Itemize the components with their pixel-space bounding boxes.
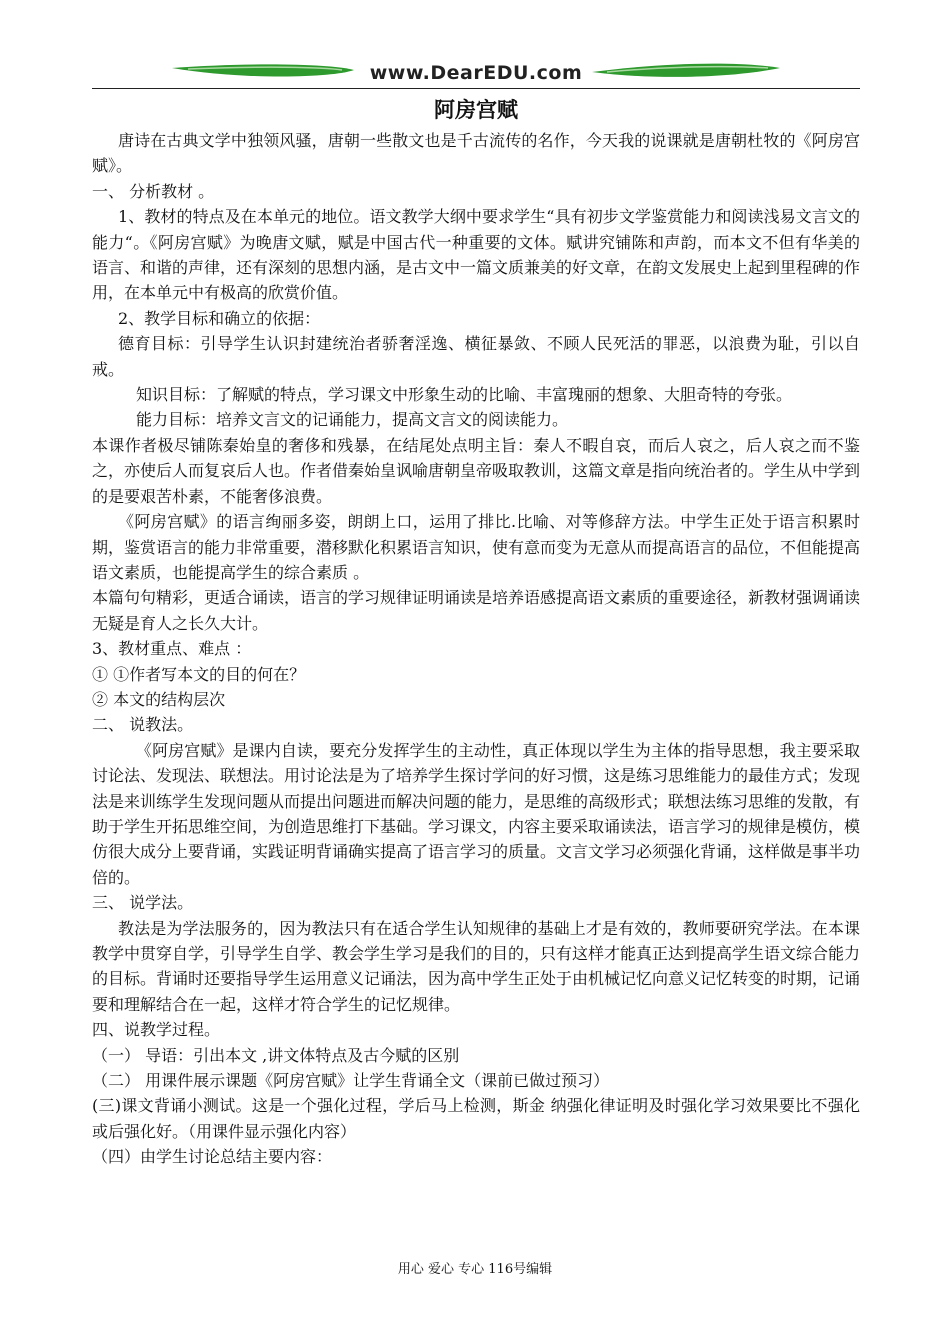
paragraph: 1、教材的特点及在本单元的地位。语文教学大纲中要求学生“具有初步文学鉴赏能力和阅读浅易文言文的能力“。《阿房宫赋》为晚唐文赋，赋是中国古代一种重要的文体。赋讲究铺陈和声韵，而本文不但有华美的语言、和谐的声律，还有深刻的思想内涵，是古文中一篇文质兼美的好文章，在韵文发展史上起到里程碑的作用，在本单元中有极高的欣赏价值。 [92, 207, 861, 303]
paragraph: 四、说教学过程。 [92, 1020, 221, 1040]
paragraph: ① ①作者写本文的目的何在？ [92, 664, 306, 684]
paragraph: (三)课文背诵小测试。这是一个强化过程，学后马上检测，斯金 纳强化律证明及时强化学习效果要比不强化或后强化好。（用课件显示强化内容） [92, 1096, 860, 1141]
document-title: 阿房宫赋 [434, 97, 518, 122]
paragraph: 二、 说教法。 [92, 715, 194, 735]
paragraph: （四）由学生讨论总结主要内容： [92, 1147, 333, 1167]
header-divider [92, 88, 860, 89]
paragraph: 3、教材重点、难点 ： [92, 639, 252, 659]
site-header-banner [92, 58, 860, 90]
paragraph: 唐诗在古典文学中独领风骚，唐朝一些散文也是千古流传的名作，今天我的说课就是唐朝杜牧的《阿房宫赋》。 [92, 131, 860, 176]
paragraph: （二） 用课件展示课题《阿房宫赋》让学生背诵全文（课前已做过预习） [92, 1071, 610, 1091]
paragraph: 德育目标：引导学生认识封建统治者骄奢淫逸、横征暴敛、不顾人民死活的罪恶，以浪费为耻，引以自戒。 [92, 334, 860, 379]
paragraph: 教法是为学法服务的，因为教法只有在适合学生认知规律的基础上才是有效的，教师要研究学法。在本课教学中贯穿自学，引导学生自学、教会学生学习是我们的目的，只有这样才能真正达到提高学生语文综合能力的目标。背诵时还要指导学生运用意义记诵法，因为高中学生正处于由机械记忆向意义记忆转变的时期，记诵要和理解结合在一起，这样才符合学生的记忆规律。 [92, 918, 861, 1014]
paragraph: 本篇句句精彩，更适合诵读，语言的学习规律证明诵读是培养语感提高语文素质的重要途径，新教材强调诵读无疑是育人之长久大计。 [92, 588, 861, 633]
site-logo-text: www.DearEDU.com [369, 62, 583, 84]
paragraph: 一、 分析教材 。 [92, 181, 215, 201]
document-body [92, 96, 860, 1170]
paragraph: 《阿房宫赋》是课内自读，要充分发挥学生的主动性，真正体现以学生为主体的指导思想，我主要采取讨论法、发现法、联想法。用讨论法是为了培养学生探讨学问的好习惯，这是练习思维能力的最佳方式；发现法是来训练学生发现问题从而提出问题进而解决问题的能力，是思维的高级形式；联想法练习思维的发散，有助于学生开拓思维空间，为创造思维打下基础。学习课文，内容主要采取诵读法，语言学习的规律是模仿，模仿很大成分上要背诵，实践证明背诵确实提高了语言学习的质量。文言文学习必须强化背诵，这样做是事半功倍的。 [92, 740, 861, 887]
paragraph: 三、 说学法。 [92, 893, 194, 913]
paragraph: 知识目标：了解赋的特点，学习课文中形象生动的比喻、丰富瑰丽的想象、大胆奇特的夸张。 [136, 385, 793, 405]
page-footer: 用心 爱心 专心 116号编辑 [397, 1262, 553, 1277]
paragraph: 2、教学目标和确立的依据： [118, 308, 321, 328]
paragraph: 能力目标：培养文言文的记诵能力，提高文言文的阅读能力。 [136, 410, 569, 430]
paragraph: 《阿房宫赋》的语言绚丽多姿，朗朗上口，运用了排比.比喻、对等修辞方法。中学生正处于语言积累时期，鉴赏语言的能力非常重要，潜移默化积累语言知识，使有意而变为无意从而提高语言的品位，不但能提高语文素质，也能提高学生的综合素质 。 [92, 512, 861, 582]
paragraph: 本课作者极尽铺陈秦始皇的奢侈和残暴，在结尾处点明主旨：秦人不暇自哀，而后人哀之，后人哀之而不鉴之，亦使后人而复哀后人也。作者借秦始皇讽喻唐朝皇帝吸取教训，这篇文章是指向统治者的。学生从中学到的是要艰苦朴素，不能奢侈浪费。 [92, 435, 861, 506]
paragraph: （一） 导语：引出本文 ,讲文体特点及古今赋的区别 [92, 1045, 460, 1065]
paragraph-list [92, 128, 860, 1170]
paragraph: ② 本文的结构层次 [92, 689, 226, 709]
